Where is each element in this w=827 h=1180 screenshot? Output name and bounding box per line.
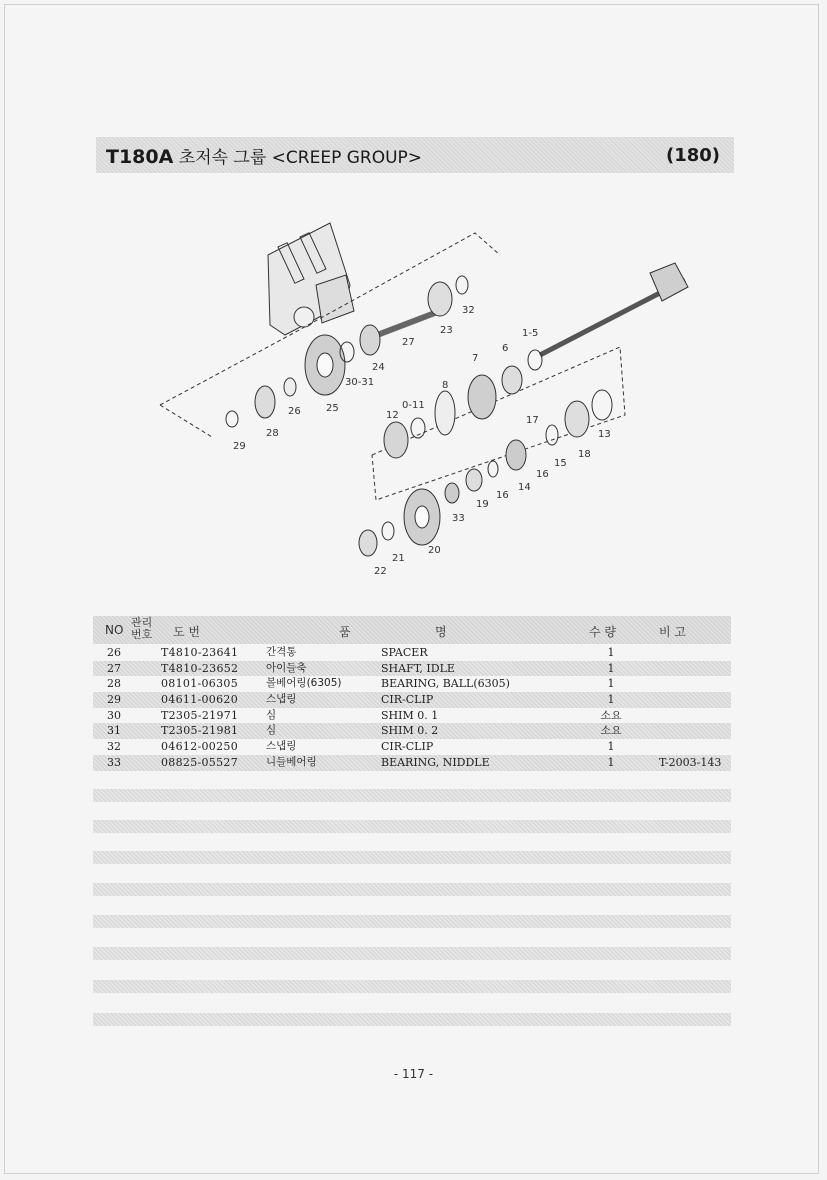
callout-28: 28 (266, 428, 279, 439)
callout-1-5: 1-5 (522, 328, 539, 339)
clip-15 (546, 425, 558, 445)
callout-20: 20 (428, 545, 441, 556)
callout-32: 32 (462, 305, 475, 316)
table-row (93, 692, 731, 708)
bearing-28 (255, 386, 275, 418)
idle-shaft (372, 311, 440, 337)
table-row (93, 723, 731, 739)
bearing-23 (428, 282, 452, 316)
empty-row-band (93, 947, 731, 960)
row-no: 32 (107, 740, 121, 754)
gear-20-hub (415, 506, 429, 528)
washer-1-5 (528, 350, 542, 370)
clip-32 (456, 276, 468, 294)
callout-27: 27 (402, 337, 415, 348)
callout-16: 16 (536, 469, 549, 480)
bearing-18 (565, 401, 589, 437)
row-name-en: BEARING, BALL(6305) (381, 677, 510, 691)
header-qty: 수 량 (589, 625, 616, 639)
table-row (93, 755, 731, 771)
page-title (106, 143, 422, 168)
callout-14: 14 (518, 482, 531, 493)
empty-row-band (93, 820, 731, 833)
row-name-en: SHIM 0. 2 (381, 724, 439, 738)
row-part-no: T2305-21981 (161, 724, 239, 738)
empty-row-band (93, 1013, 731, 1026)
callout-8: 8 (442, 380, 449, 391)
header-mgmt-no-bottom: 번호 (131, 628, 153, 641)
row-name-en: SPACER (381, 646, 428, 659)
row-part-no: 08101-06305 (161, 677, 239, 691)
washer-13 (592, 390, 612, 420)
header-drawing-no: 도 번 (173, 625, 200, 639)
washer-21 (382, 522, 394, 540)
callout-24: 24 (372, 362, 385, 373)
row-name-kr: 간격통 (266, 646, 297, 658)
callout-33: 33 (452, 513, 465, 524)
header-mgmt-no (131, 617, 152, 641)
header-name-left: 품 (339, 625, 351, 639)
table-row (93, 661, 731, 677)
table-row (93, 645, 731, 661)
row-part-no: T4810-23652 (161, 661, 239, 675)
row-no: 30 (107, 708, 121, 722)
row-no: 33 (107, 755, 121, 769)
callout-17: 17 (526, 415, 539, 426)
callout-29: 29 (233, 441, 246, 452)
bearing-33 (445, 483, 459, 503)
row-qty: 1 (607, 693, 615, 707)
callout-21: 21 (392, 553, 405, 564)
row-part-no: 04611-00620 (161, 693, 239, 707)
row-no: 28 (107, 677, 121, 691)
callout-15: 15 (554, 458, 567, 469)
row-remarks: T-2003-143 (659, 755, 722, 769)
gear-large-25-hub (317, 353, 333, 377)
bearing-6 (502, 366, 522, 394)
callout-23: 23 (440, 325, 453, 336)
row-qty: 1 (607, 677, 615, 691)
clip-29 (226, 411, 238, 427)
row-name-kr: 아이들축 (266, 661, 307, 674)
row-no: 27 (107, 661, 121, 675)
row-qty: 소요 (600, 708, 622, 722)
table-row (93, 676, 731, 692)
row-no: 26 (107, 646, 121, 659)
sleeve-8 (435, 391, 455, 435)
page-frame (4, 4, 819, 1174)
table-row (93, 708, 731, 724)
title-bar (96, 137, 734, 173)
callout-6: 6 (502, 343, 509, 354)
row-name-en: CIR-CLIP (381, 740, 434, 754)
callout-26: 26 (288, 406, 301, 417)
callout-13: 13 (598, 429, 611, 440)
header-no: NO (105, 623, 124, 637)
row-qty: 1 (607, 740, 615, 754)
empty-row-band (93, 883, 731, 896)
empty-row-band (93, 789, 731, 802)
row-part-no: 08825-05527 (161, 755, 239, 769)
empty-row-band (93, 851, 731, 864)
housing-hole (294, 307, 314, 327)
row-qty: 1 (607, 646, 615, 659)
empty-row-band (93, 915, 731, 928)
table-row (93, 739, 731, 755)
row-name-kr: 스냅링 (266, 740, 297, 753)
page-number: - 117 - (393, 1067, 434, 1081)
callout-12: 12 (386, 410, 399, 421)
row-name-kr: 스냅링 (266, 693, 297, 706)
clip-16 (488, 461, 498, 477)
callout-7: 7 (472, 353, 479, 364)
parts-table-body (93, 645, 731, 771)
row-name-en: SHIM 0. 1 (381, 708, 439, 722)
parts-table-header (93, 616, 731, 644)
callout-25: 25 (326, 403, 339, 414)
callout-19: 19 (476, 499, 489, 510)
row-part-no: T4810-23641 (161, 646, 239, 659)
row-qty: 1 (607, 755, 615, 769)
gear-24 (360, 325, 380, 355)
outline-left-base (160, 405, 212, 437)
group-name-kr: 초저속 그룹 (178, 147, 267, 168)
row-no: 31 (107, 724, 121, 738)
row-name-kr: 심 (266, 724, 277, 737)
bearing-22 (359, 530, 377, 556)
group-code: (180) (665, 144, 720, 166)
spacer-26 (284, 378, 296, 396)
row-name-kr: 심 (266, 708, 277, 721)
group-name-en: <CREEP GROUP> (271, 147, 423, 168)
empty-row-band (93, 980, 731, 993)
row-qty: 1 (607, 661, 615, 675)
row-qty: 소요 (600, 724, 622, 738)
header-mgmt-no-top: 관리 (131, 616, 153, 629)
header-name-right: 명 (435, 625, 447, 639)
row-part-no: 04612-00250 (161, 740, 239, 754)
callout-30-31: 30-31 (345, 377, 375, 388)
gear-7 (468, 375, 496, 419)
row-part-no: T2305-21971 (161, 708, 239, 722)
row-no: 29 (107, 693, 121, 707)
callout-18: 18 (578, 449, 591, 460)
row-name-en: BEARING, NIDDLE (381, 755, 490, 769)
exploded-parts-diagram (140, 215, 700, 585)
gear-14 (506, 440, 526, 470)
model-name: T180A (106, 145, 174, 168)
callout-16b: 16 (496, 490, 509, 501)
row-name-en: SHAFT, IDLE (381, 661, 455, 675)
header-remarks: 비 고 (659, 625, 686, 639)
row-name-en: CIR-CLIP (381, 693, 434, 707)
callout-0-11: 0-11 (402, 400, 425, 411)
row-name-kr: 볼베어링(6305) (266, 677, 342, 690)
bearing-19 (466, 469, 482, 491)
row-name-kr: 니들베어링 (266, 755, 317, 768)
gear-12 (384, 422, 408, 458)
callout-22: 22 (374, 566, 387, 577)
